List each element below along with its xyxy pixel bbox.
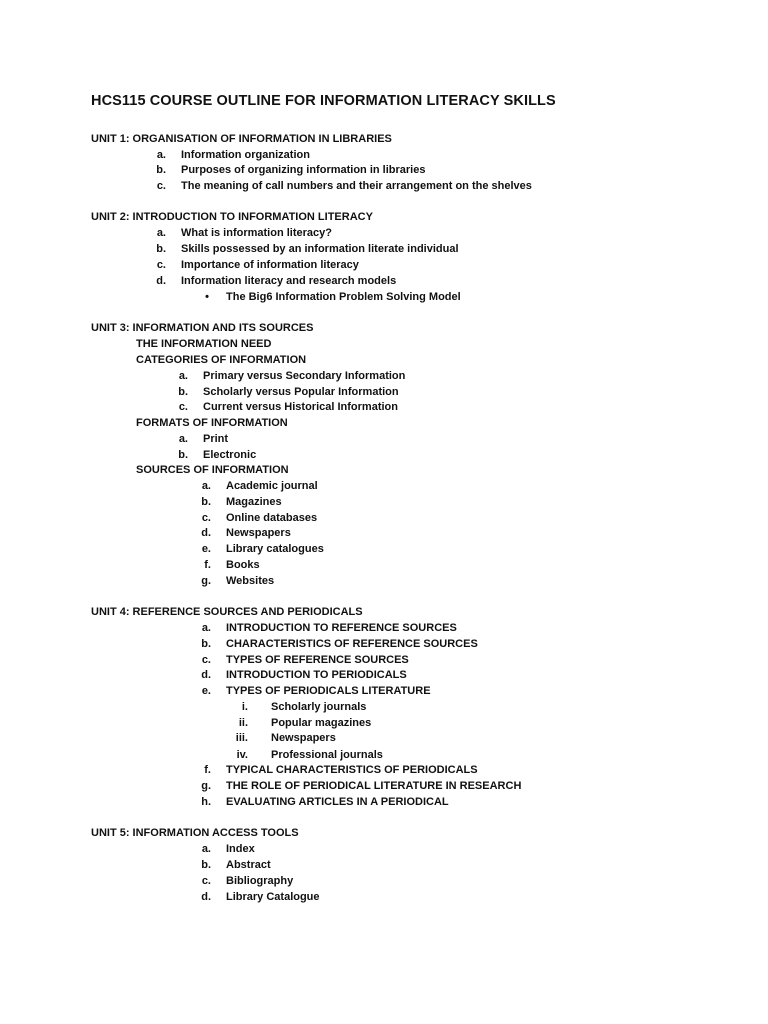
list-item <box>136 242 459 256</box>
list-item <box>136 226 332 240</box>
item-text: TYPICAL CHARACTERISTICS OF PERIODICALS <box>226 764 478 776</box>
list-item <box>181 637 478 651</box>
list-item <box>158 432 228 446</box>
unit2-heading: UNIT 2: INTRODUCTION TO INFORMATION LITERACY <box>91 211 373 223</box>
item-marker: b. <box>156 243 166 255</box>
list-item <box>181 890 320 904</box>
item-text: Bibliography <box>226 875 294 887</box>
item-marker: a. <box>178 370 188 382</box>
item-marker: i. <box>241 701 248 713</box>
item-marker: d. <box>201 669 211 681</box>
item-text: Abstract <box>226 859 271 871</box>
item-text: Index <box>226 843 255 855</box>
list-item <box>181 684 431 698</box>
subheading-categories: CATEGORIES OF INFORMATION <box>136 354 307 366</box>
list-item <box>181 495 282 509</box>
list-item <box>136 148 310 162</box>
list-item <box>181 842 255 856</box>
list-item <box>181 621 457 635</box>
item-marker: a. <box>156 227 166 239</box>
item-marker: b. <box>201 496 211 508</box>
item-text: Books <box>226 559 260 571</box>
item-marker: c. <box>201 875 211 887</box>
list-item <box>181 858 271 872</box>
item-text: INTRODUCTION TO PERIODICALS <box>226 669 407 681</box>
unit5-heading: UNIT 5: INFORMATION ACCESS TOOLS <box>91 827 299 839</box>
item-text: Scholarly journals <box>271 701 367 713</box>
item-marker: c. <box>156 180 166 192</box>
item-text: Newspapers <box>226 527 291 539</box>
item-marker: b. <box>156 164 166 176</box>
item-text: Primary versus Secondary Information <box>203 370 406 382</box>
item-text: Magazines <box>226 496 282 508</box>
item-text: Library Catalogue <box>226 891 320 903</box>
list-item <box>181 668 407 682</box>
subheading-need: THE INFORMATION NEED <box>136 338 272 350</box>
item-text: EVALUATING ARTICLES IN A PERIODICAL <box>226 796 449 808</box>
list-item <box>181 526 291 540</box>
item-marker: g. <box>201 780 211 792</box>
item-marker: d. <box>201 527 211 539</box>
item-text: Skills possessed by an information literate individual <box>181 243 459 255</box>
subheading-formats: FORMATS OF INFORMATION <box>136 417 288 429</box>
subheading-sources: SOURCES OF INFORMATION <box>136 464 289 476</box>
list-item <box>181 795 449 809</box>
list-item <box>181 653 409 667</box>
item-marker: b. <box>201 638 211 650</box>
list-item <box>181 511 317 525</box>
item-marker: g. <box>201 575 211 587</box>
item-marker: f. <box>204 764 211 776</box>
unit4-heading: UNIT 4: REFERENCE SOURCES AND PERIODICALS <box>91 606 363 618</box>
item-text: Library catalogues <box>226 543 324 555</box>
item-marker: a. <box>178 433 188 445</box>
list-item <box>181 479 318 493</box>
item-marker: d. <box>201 891 211 903</box>
item-marker: iv. <box>236 749 248 761</box>
item-text: Online databases <box>226 512 318 524</box>
item-text: Importance of information literacy <box>181 259 359 271</box>
item-text: Information organization <box>181 149 310 161</box>
list-item <box>181 574 274 588</box>
sub-item <box>218 748 383 762</box>
item-text: Scholarly versus Popular Information <box>203 386 399 398</box>
item-text: The meaning of call numbers and their arrangement on the shelves <box>181 180 532 192</box>
item-marker: iii. <box>235 732 248 744</box>
item-marker: ii. <box>238 717 248 729</box>
item-marker: c. <box>178 401 188 413</box>
sub-item <box>218 700 366 714</box>
item-text: Popular magazines <box>271 717 372 729</box>
item-text: INTRODUCTION TO REFERENCE SOURCES <box>226 622 457 634</box>
item-text: What is information literacy? <box>181 227 332 239</box>
sub-item <box>218 731 336 745</box>
unit3-heading: UNIT 3: INFORMATION AND ITS SOURCES <box>91 322 314 334</box>
item-text: Newspapers <box>271 732 336 744</box>
item-text: Academic journal <box>226 480 318 492</box>
item-marker: e. <box>201 685 211 697</box>
item-text: TYPES OF REFERENCE SOURCES <box>226 654 409 666</box>
list-item <box>158 369 405 383</box>
bullet-icon: • <box>205 291 209 303</box>
list-item <box>136 274 396 288</box>
item-text: Current versus Historical Information <box>203 401 398 413</box>
list-item <box>136 179 532 193</box>
list-item <box>136 163 425 177</box>
item-text: Information literacy and research models <box>181 275 397 287</box>
unit1-heading: UNIT 1: ORGANISATION OF INFORMATION IN LIBRARIES <box>91 133 392 145</box>
list-item <box>181 763 478 777</box>
list-item <box>158 448 256 462</box>
item-text: TYPES OF PERIODICALS LITERATURE <box>226 685 431 697</box>
list-item <box>181 542 324 556</box>
item-text: THE ROLE OF PERIODICAL LITERATURE IN RESEARCH <box>226 780 522 792</box>
item-marker: a. <box>201 622 211 634</box>
page-title: HCS115 COURSE OUTLINE FOR INFORMATION LITERACY SKILLS <box>91 93 556 109</box>
item-marker: c. <box>201 512 211 524</box>
list-item <box>136 258 359 272</box>
item-text: Professional journals <box>271 749 383 761</box>
item-marker: f. <box>204 559 211 571</box>
item-text: Websites <box>226 575 275 587</box>
list-item <box>181 874 293 888</box>
item-marker: c. <box>201 654 211 666</box>
item-marker: a. <box>156 149 166 161</box>
sub-item <box>218 716 371 730</box>
item-marker: c. <box>156 259 166 271</box>
list-item <box>181 779 521 793</box>
item-text: Electronic <box>203 449 257 461</box>
item-marker: h. <box>201 796 211 808</box>
item-marker: e. <box>201 543 211 555</box>
bullet-item <box>181 290 461 304</box>
item-marker: b. <box>178 449 188 461</box>
item-marker: d. <box>156 275 166 287</box>
item-marker: b. <box>178 386 188 398</box>
item-text: Purposes of organizing information in libraries <box>181 164 426 176</box>
list-item <box>158 385 399 399</box>
item-marker: a. <box>201 843 211 855</box>
item-text: The Big6 Information Problem Solving Model <box>226 291 461 303</box>
list-item <box>181 558 260 572</box>
item-text: Print <box>203 433 229 445</box>
item-marker: a. <box>201 480 211 492</box>
item-text: CHARACTERISTICS OF REFERENCE SOURCES <box>226 638 478 650</box>
item-marker: b. <box>201 859 211 871</box>
list-item <box>158 400 398 414</box>
